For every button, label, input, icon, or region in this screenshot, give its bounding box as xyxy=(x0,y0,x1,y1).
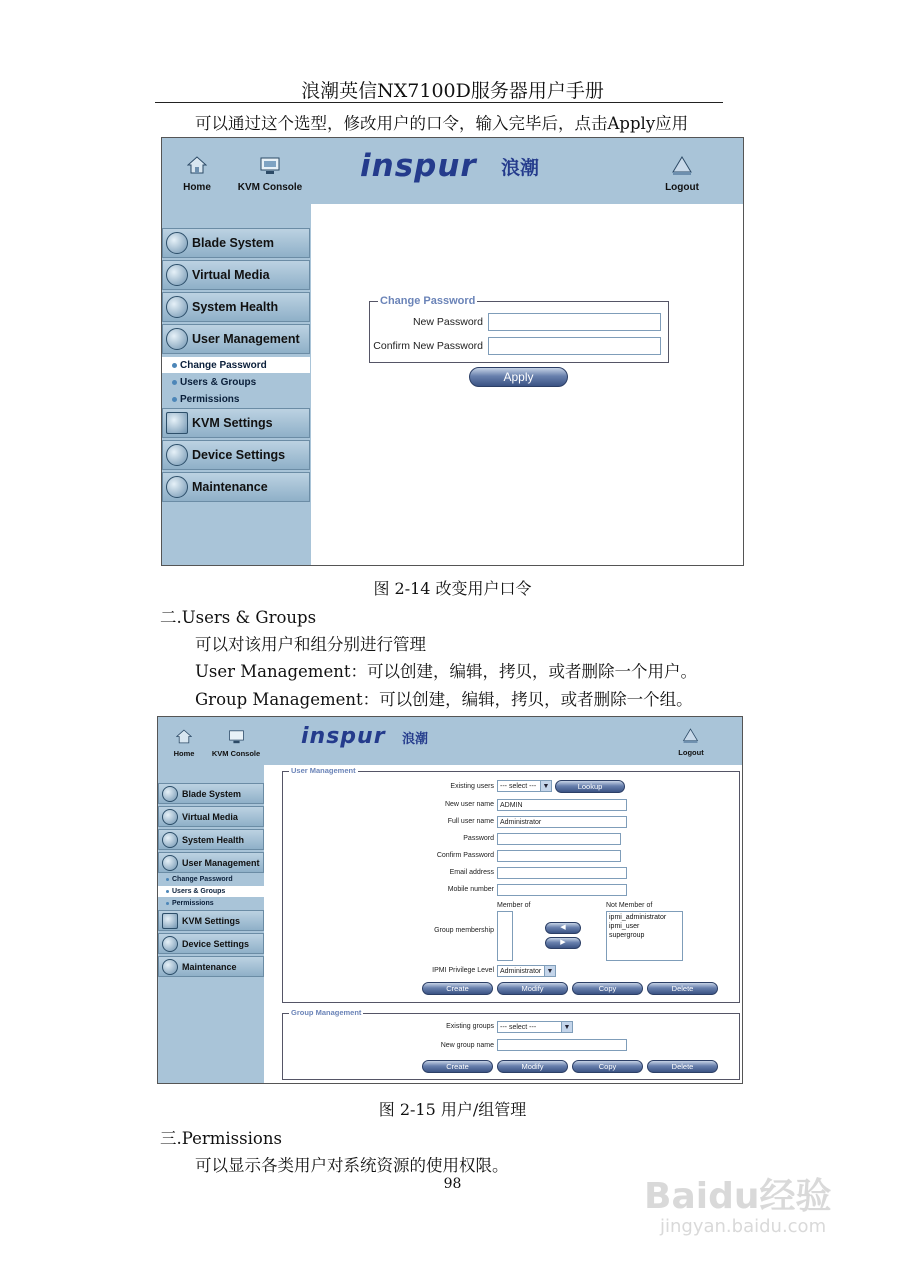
delete-user-button[interactable]: Delete xyxy=(647,982,718,995)
create-group-button[interactable]: Create xyxy=(422,1060,493,1073)
nav-user-management[interactable]: User Management xyxy=(158,852,264,873)
delete-group-button[interactable]: Delete xyxy=(647,1060,718,1073)
chevron-down-icon: ▼ xyxy=(540,781,551,791)
inspur-logo-cn: 浪潮 xyxy=(501,157,540,179)
home-link[interactable]: Home xyxy=(183,182,211,193)
header-rule xyxy=(155,102,723,103)
privilege-level-select[interactable]: Administrator ▼ xyxy=(497,965,556,977)
wrench-icon xyxy=(166,476,188,498)
nav-maintenance[interactable]: Maintenance xyxy=(158,956,264,977)
member-of-label: Member of xyxy=(497,902,531,909)
users-icon xyxy=(166,328,188,350)
email-label: Email address xyxy=(449,869,494,876)
kvm-icon xyxy=(162,913,178,929)
group-management-desc: Group Management：可以创建，编辑，拷贝，或者删除一个组。 xyxy=(195,690,693,709)
inspur-logo: inspur xyxy=(360,148,477,184)
confirm-password-label: Confirm New Password xyxy=(373,340,483,352)
monitor-icon[interactable] xyxy=(228,730,245,744)
nav-device-settings[interactable]: Device Settings xyxy=(162,440,310,470)
not-member-of-label: Not Member of xyxy=(606,902,653,909)
bullet-icon xyxy=(166,878,169,881)
permissions-desc: 可以显示各类用户对系统资源的使用权限。 xyxy=(195,1156,509,1175)
sub-permissions[interactable]: Permissions xyxy=(158,898,264,909)
group-membership-label: Group membership xyxy=(434,927,494,934)
full-user-name-label: Full user name xyxy=(447,818,494,825)
bullet-icon xyxy=(172,397,177,402)
modify-group-button[interactable]: Modify xyxy=(497,1060,568,1073)
nav-kvm-settings[interactable]: KVM Settings xyxy=(158,910,264,931)
page-number: 98 xyxy=(443,1176,462,1192)
privilege-level-label: IPMI Privilege Level xyxy=(432,967,494,974)
lookup-button[interactable]: Lookup xyxy=(555,780,625,793)
figure-change-password xyxy=(161,137,744,566)
mobile-input[interactable] xyxy=(497,884,627,896)
baidu-watermark-url: jingyan.baidu.com xyxy=(660,1216,827,1237)
document-title: 浪潮英信NX7100D服务器用户手册 xyxy=(301,80,604,102)
baidu-watermark: Baidu经验 xyxy=(644,1176,832,1217)
sub-change-password[interactable]: Change Password xyxy=(158,874,264,885)
arrow-right-icon: ▶ xyxy=(560,939,566,946)
arrow-left-icon: ◀ xyxy=(560,924,566,931)
new-group-name-input[interactable] xyxy=(497,1039,627,1051)
user-management-legend: User Management xyxy=(291,766,356,775)
not-member-of-list[interactable] xyxy=(606,911,683,961)
sub-users-groups[interactable]: Users & Groups xyxy=(158,886,264,897)
nav-device-settings[interactable]: Device Settings xyxy=(158,933,264,954)
new-password-input[interactable] xyxy=(488,313,661,331)
home-icon[interactable] xyxy=(176,729,192,744)
existing-groups-label: Existing groups xyxy=(446,1023,494,1030)
kvm-icon xyxy=(166,412,188,434)
logout-link[interactable]: Logout xyxy=(678,748,704,757)
sub-change-password[interactable]: Change Password xyxy=(162,357,310,373)
inspur-logo-cn: 浪潮 xyxy=(402,732,429,747)
existing-users-label: Existing users xyxy=(450,783,494,790)
home-icon[interactable] xyxy=(187,156,207,174)
nav-virtual-media[interactable]: Virtual Media xyxy=(158,806,264,827)
member-of-list[interactable] xyxy=(497,911,513,961)
new-password-label: New Password xyxy=(412,316,483,328)
logout-link[interactable]: Logout xyxy=(665,182,699,193)
figure-1-caption: 图 2-14 改变用户口令 xyxy=(373,579,532,598)
bullet-icon xyxy=(172,363,177,368)
user-management-desc: User Management：可以创建，编辑，拷贝，或者删除一个用户。 xyxy=(195,662,697,681)
list-item[interactable]: supergroup xyxy=(609,932,645,939)
nav-blade-system[interactable]: Blade System xyxy=(162,228,310,258)
section-users-groups: 二.Users & Groups xyxy=(160,608,317,627)
nav-maintenance[interactable]: Maintenance xyxy=(162,472,310,502)
disc-icon xyxy=(166,264,188,286)
kvm-console-link[interactable]: KVM Console xyxy=(237,182,303,193)
full-user-name-input[interactable]: Administrator xyxy=(497,816,627,828)
new-group-name-label: New group name xyxy=(440,1042,494,1049)
change-password-legend: Change Password xyxy=(380,295,476,307)
modify-user-button[interactable]: Modify xyxy=(497,982,568,995)
bullet-icon xyxy=(172,380,177,385)
inspur-logo: inspur xyxy=(301,724,386,749)
move-left-button[interactable] xyxy=(545,922,581,934)
new-user-name-input[interactable]: ADMIN xyxy=(497,799,627,811)
blade-icon xyxy=(162,786,178,802)
group-management-legend: Group Management xyxy=(291,1008,362,1017)
users-groups-intro: 可以对该用户和组分别进行管理 xyxy=(195,635,426,654)
nav-system-health[interactable]: System Health xyxy=(158,829,264,850)
bullet-icon xyxy=(166,890,169,893)
copy-user-button[interactable]: Copy xyxy=(572,982,643,995)
chevron-down-icon: ▼ xyxy=(561,1022,572,1032)
new-user-name-label: New user name xyxy=(444,801,494,808)
password-input[interactable] xyxy=(497,833,621,845)
nav-virtual-media[interactable]: Virtual Media xyxy=(162,260,310,290)
nav-user-management[interactable]: User Management xyxy=(162,324,310,354)
figure-2-caption: 图 2-15 用户/组管理 xyxy=(378,1100,527,1119)
gear-icon xyxy=(162,936,178,952)
password-label: Password xyxy=(463,835,494,842)
health-icon xyxy=(162,832,178,848)
chevron-down-icon: ▼ xyxy=(544,966,555,976)
sub-users-groups[interactable]: Users & Groups xyxy=(162,374,310,390)
copy-group-button[interactable]: Copy xyxy=(572,1060,643,1073)
list-item[interactable]: ipmi_administrator xyxy=(609,914,667,921)
users-icon xyxy=(162,855,178,871)
monitor-icon[interactable] xyxy=(259,157,281,175)
wrench-icon xyxy=(162,959,178,975)
mobile-label: Mobile number xyxy=(447,886,494,893)
list-item[interactable]: ipmi_user xyxy=(609,923,640,930)
nav-blade-system[interactable]: Blade System xyxy=(158,783,264,804)
nav-system-health[interactable]: System Health xyxy=(162,292,310,322)
apply-button[interactable]: Apply xyxy=(469,367,568,387)
health-icon xyxy=(166,296,188,318)
move-right-button[interactable] xyxy=(545,937,581,949)
section-permissions: 三.Permissions xyxy=(160,1129,282,1148)
existing-groups-select[interactable]: --- select --- ▼ xyxy=(497,1021,573,1033)
bullet-icon xyxy=(166,902,169,905)
nav-kvm-settings[interactable]: KVM Settings xyxy=(162,408,310,438)
sub-permissions[interactable]: Permissions xyxy=(162,391,310,407)
home-link[interactable]: Home xyxy=(173,749,195,758)
intro-paragraph: 可以通过这个选型，修改用户的口令，输入完毕后，点击Apply应用 xyxy=(195,114,689,133)
figure-users-groups xyxy=(157,716,743,1084)
email-input[interactable] xyxy=(497,867,627,879)
create-user-button[interactable]: Create xyxy=(422,982,493,995)
blade-icon xyxy=(166,232,188,254)
logout-icon[interactable] xyxy=(671,156,693,176)
kvm-console-link[interactable]: KVM Console xyxy=(211,749,261,758)
confirm-password-input[interactable] xyxy=(497,850,621,862)
confirm-password-label: Confirm Password xyxy=(436,852,494,859)
disc-icon xyxy=(162,809,178,825)
logout-icon[interactable] xyxy=(682,728,699,744)
existing-users-select[interactable]: --- select --- ▼ xyxy=(497,780,552,792)
gear-icon xyxy=(166,444,188,466)
confirm-password-input[interactable] xyxy=(488,337,661,355)
